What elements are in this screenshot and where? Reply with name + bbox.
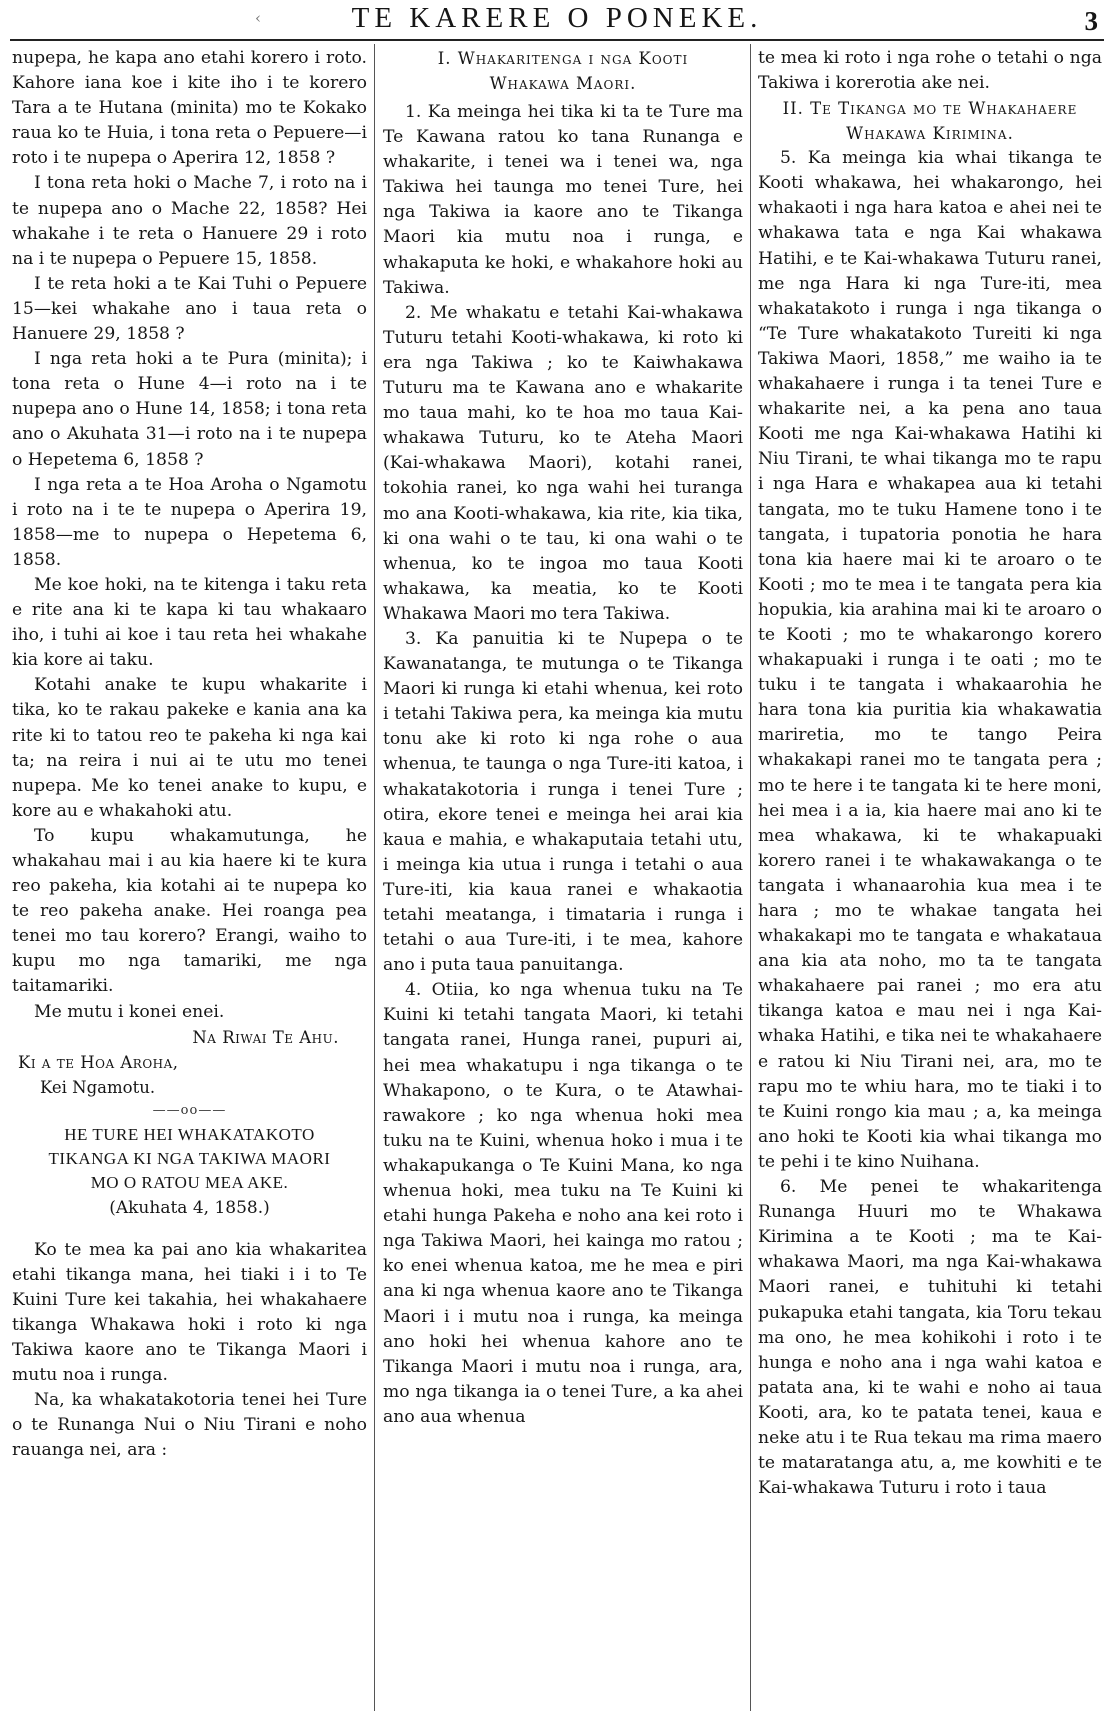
- section-heading: I. Whakaritenga i nga Kooti: [437, 49, 689, 68]
- paragraph: 5. Ka meinga kia whai tikanga te Kooti whakawa, hei whakarongo, hei whakaoti i nga hara katoa e ahei nei te whakawa tata e nga Kai whakawa Hatihi, e te Kai-whakawa Tuturu ranei, me nga Hara ki nga Ture-iti, mea whakatakoto i runga i nga tikanga o “Te Ture whakatakoto Tureiti ki nga Takiwa Maori, 1858,” me waiho ia te whakahaere i runga i ta tenei Ture e whakarite nei, a ka pena ano taua Kooti me nga Kai-whakawa Hatihi ki Niu Tirani, te whai tikanga mo te rapu i nga Hara e whakapea aua ki tetahi tangata, mo te tuku Hamene tono i te tangata, i tupatoria ponotia he hara tona kia haere mai ki te aroaro o te Kooti ; mo te mea i te tangata pera kia hopukia, kia arahina mai ki te aroaro o te Kooti ; mo te whakarongo korero whakapuaki i runga i te oati ; mo te tuku i te tangata i whakaarohia he hara tona kia puritia kia whakawatia mariretia, mo te tango Peira whakakapi ranei mo te tangata pera ; mo te here i te tangata ki te here moni, hei mea i a ia, kia haere mai ano ki te mea whakawa, ki te whakapuaki korero ranei i te whakawakanga o te tangata i whanaarohia kua mea i te hara ; mo te whakae tangata hei whakakapi mo te tangata e whakataua ana kia ata noho, mo ta te tangata whakahaere pai ranei ; mo era atu tikanga katoa e mau nei i nga Kai-whaka Hatihi, e tika nei te whakahaere e ratou ki Niu Tirani nei, ara, mo te rapu mo te whiu hara, mo te tiaki i to te Kuini rongo kia mau ; a, ka meinga ano hoki te Kooti kia whai tikanga mo te pehi i te kino Nuihana.: [758, 148, 1102, 1172]
- paragraph: I nga reta a te Hoa Aroha o Ngamotu i roto na i te te nupepa o Aperira 19, 1858—me to nupepa o Hepetema 6, 1858.: [12, 474, 367, 570]
- column-1: [12, 46, 367, 1464]
- paragraph: 4. Otiia, ko nga whenua tuku na Te Kuini ki tetahi tangata Maori, ki tetahi tangata ranei, Hunga ranei, pupuri ai, hei mea whakatupu i nga tikanga o te Whakapono, o te Kura, o te Atawhai-rawakore ; ko nga whenua hoki mea tuku na te Kuini, whenua hoko i mua i te whakapukanga o Te Kuini Mana, ko nga whenua hoki, mea tuku na Te Kuini ki etahi hunga Pakeha e noho ana kei roto i nga Takiwa Maori, hei kainga mo ratou ; ko enei whenua katoa, me he mea e piri ana ki nga whenua kaore ano te Tikanga Maori i i mutu noa i runga, ka meinga ano hoki hei whenua kahore ano te Tikanga Maori i mutu noa i runga, ara, mo nga tikanga ia o tenei Ture, a ka ahei ano aua whenua: [383, 980, 743, 1427]
- newspaper-title: TE KARERE O PONEKE.: [351, 2, 763, 34]
- signature-name: Na Riwai Te Ahu.: [192, 1027, 339, 1047]
- paragraph: 1. Ka meinga hei tika ki ta te Ture ma Te Kawana ratou ko tana Runanga e whakarite, i tenei wa i tenei wa, nga Takiwa hei taunga mo tenei Ture, hei nga Takiwa ia kaore ano te Tikanga Maori kia mutu noa i runga, e whakaputa ke hoki, e whakahore hoki au Takiwa.: [383, 102, 743, 298]
- column-rule-right: [750, 44, 751, 1711]
- paragraph: nupepa, he kapa ano etahi korero i roto. Kahore iana koe i kite iho i te korero Tara a te Hutana (minita) mo te Kokako raua ko te Huia, i tona reta o Pepuere—i roto i te nupepa o Aperira 12, 1858 ?: [12, 48, 367, 169]
- paragraph: I tona reta hoki o Mache 7, i roto na i te nupepa ano o Mache 22, 1858? Hei whakahe i te reta o Hanuere 29 i roto na i te nupepa o Pepuere 15, 1858.: [12, 173, 367, 269]
- section-heading-continued: Whakawa Kirimina.: [846, 124, 1014, 144]
- paragraph: I nga reta hoki a te Pura (minita); i tona reta o Hune 4—i roto na i te nupepa ano o Hune 14, 1858; i tona reta ano o Akuhata 31—i roto na i te nupepa o Hepetema 6, 1858 ?: [12, 349, 367, 470]
- paragraph: 3. Ka panuitia ki te Nupepa o te Kawanatanga, te mutunga o te Tikanga Maori ki runga ki etahi whenua, kei roto i tetahi Takiwa pera, ka meinga kia mutu tonu ake ki roto ki nga rohe o aua whenua, te taunga o nga Ture-iti katoa, i whakatakotoria i runga i tenei Ture ; otira, ekore tenei e meinga hei arai kia kaua e mahia, e whakaputaia tetahi utu, i meinga kia utua i runga i tetahi o aua Ture-iti, kia kaua ranei e whakaotia tetahi meatanga, i timataria i runga i tetahi o aua Ture-iti, i te mea, kahore ano i puta taua panuitanga.: [383, 628, 743, 976]
- act-date: (Akuhata 4, 1858.): [109, 1197, 270, 1218]
- stray-print-mark: ‹: [255, 9, 261, 27]
- paragraph: Kotahi anake te kupu whakarite i tika, ko te rakau pakeke e kania ana ka rite ki to tatou reo te pakeha ki nga kai ta; na reira i nui ai te utu mo tenei nupepa. Me ko tenei anake to kupu, e kore au e whakahoki atu.: [12, 675, 367, 821]
- section-heading: II. Te Tikanga mo te Whakahaere: [782, 99, 1078, 119]
- act-title-line-2: TIKANGA KI NGA TAKIWA MAORI: [48, 1148, 331, 1168]
- paragraph: Na, ka whakatakotoria tenei hei Ture o te Runanga Nui o Niu Tirani e noho rauanga nei, ara :: [12, 1390, 367, 1461]
- act-title-line-1: HE TURE HEI WHAKATAKOTO: [64, 1124, 315, 1144]
- act-title-line-3: MO O RATOU MEA AKE.: [90, 1172, 289, 1192]
- masthead-rule: [10, 39, 1104, 41]
- signature-place: Kei Ngamotu.: [40, 1077, 156, 1097]
- paragraph: To kupu whakamutunga, he whakahau mai i au kia haere ki te kura reo pakeha, kia kotahi ai te nupepa ko te reo pakeha anake. Hei roanga pea tenei mo tau korero? Erangi, waiho to kupu mo nga tamariki, me nga taitamariki.: [12, 825, 367, 997]
- signature-addressee: Ki a te Hoa Aroha,: [18, 1052, 179, 1072]
- column-2: [383, 46, 743, 1430]
- column-rule-left: [374, 44, 375, 1711]
- section-divider: ——oo——: [152, 1102, 227, 1118]
- column-3: [758, 46, 1102, 1501]
- paragraph: Me mutu i konei enei.: [34, 1001, 225, 1022]
- paragraph: 6. Me penei te whakaritenga Runanga Huuri mo te Whakawa Kirimina a te Kooti ; ma te Kai-whakawa Maori, ma nga Kai-whakawa Maori ranei, e tuhituhi ki tetahi pukapuka etahi tangata, kia Toru tekau ma ono, he mea kohikohi i roto i te hunga e noho ana i nga wahi katoa e patata ana, ki te wahi e noho ai taua Kooti, ara, ko te patata tenei, kaua e neke atu i te Rua tekau ma rima maero te mataratanga atu, a, me kowhiti e te Kai-whakawa Tuturu i roto i taua: [758, 1177, 1102, 1499]
- paragraph: te mea ki roto i nga rohe o tetahi o nga Takiwa i korerotia ake nei.: [758, 48, 1102, 94]
- masthead: [0, 0, 1114, 40]
- page-number: 3: [1084, 6, 1098, 36]
- paragraph: Ko te mea ka pai ano kia whakaritea etahi tikanga mana, hei tiaki i i to Te Kuini Ture kei takahia, hei whakahaere tikanga Whakawa hoki i roto ki nga Takiwa kaore ano te Tikanga Maori i mutu noa i runga.: [12, 1239, 367, 1386]
- paragraph: Me koe hoki, na te kitenga i taku reta e rite ana ki te kapa ki tau whakaaro iho, i tuhi ai koe i tau reta hei whakahe kia kore ai taku.: [12, 574, 367, 671]
- section-heading-continued: Whakawa Maori.: [489, 74, 637, 93]
- paragraph: I te reta hoki a te Kai Tuhi o Pepuere 15—kei whakahe ano i taua reta o Hanuere 29, 1858 ?: [12, 273, 367, 345]
- paragraph: 2. Me whakatu e tetahi Kai-whakawa Tuturu tetahi Kooti-whakawa, ki roto ki era nga Takiwa ; ko te Kaiwhakawa Tuturu ma te Kawana ano e whakarite mo taua mahi, ko te hoa mo taua Kai-whakawa Tuturu, ko te Ateha Maori (Kai-whakawa Maori), kotahi ranei, tokohia ranei, ko nga wahi hei turanga mo ana Kooti-whakawa, kia rite, kia tika, ki ona wahi o te tau, ki ona wahi o te whenua, ko te ingoa mo taua Kooti whakawa, ka meatia, ko te Kooti Whakawa Maori mo tera Takiwa.: [383, 302, 743, 624]
